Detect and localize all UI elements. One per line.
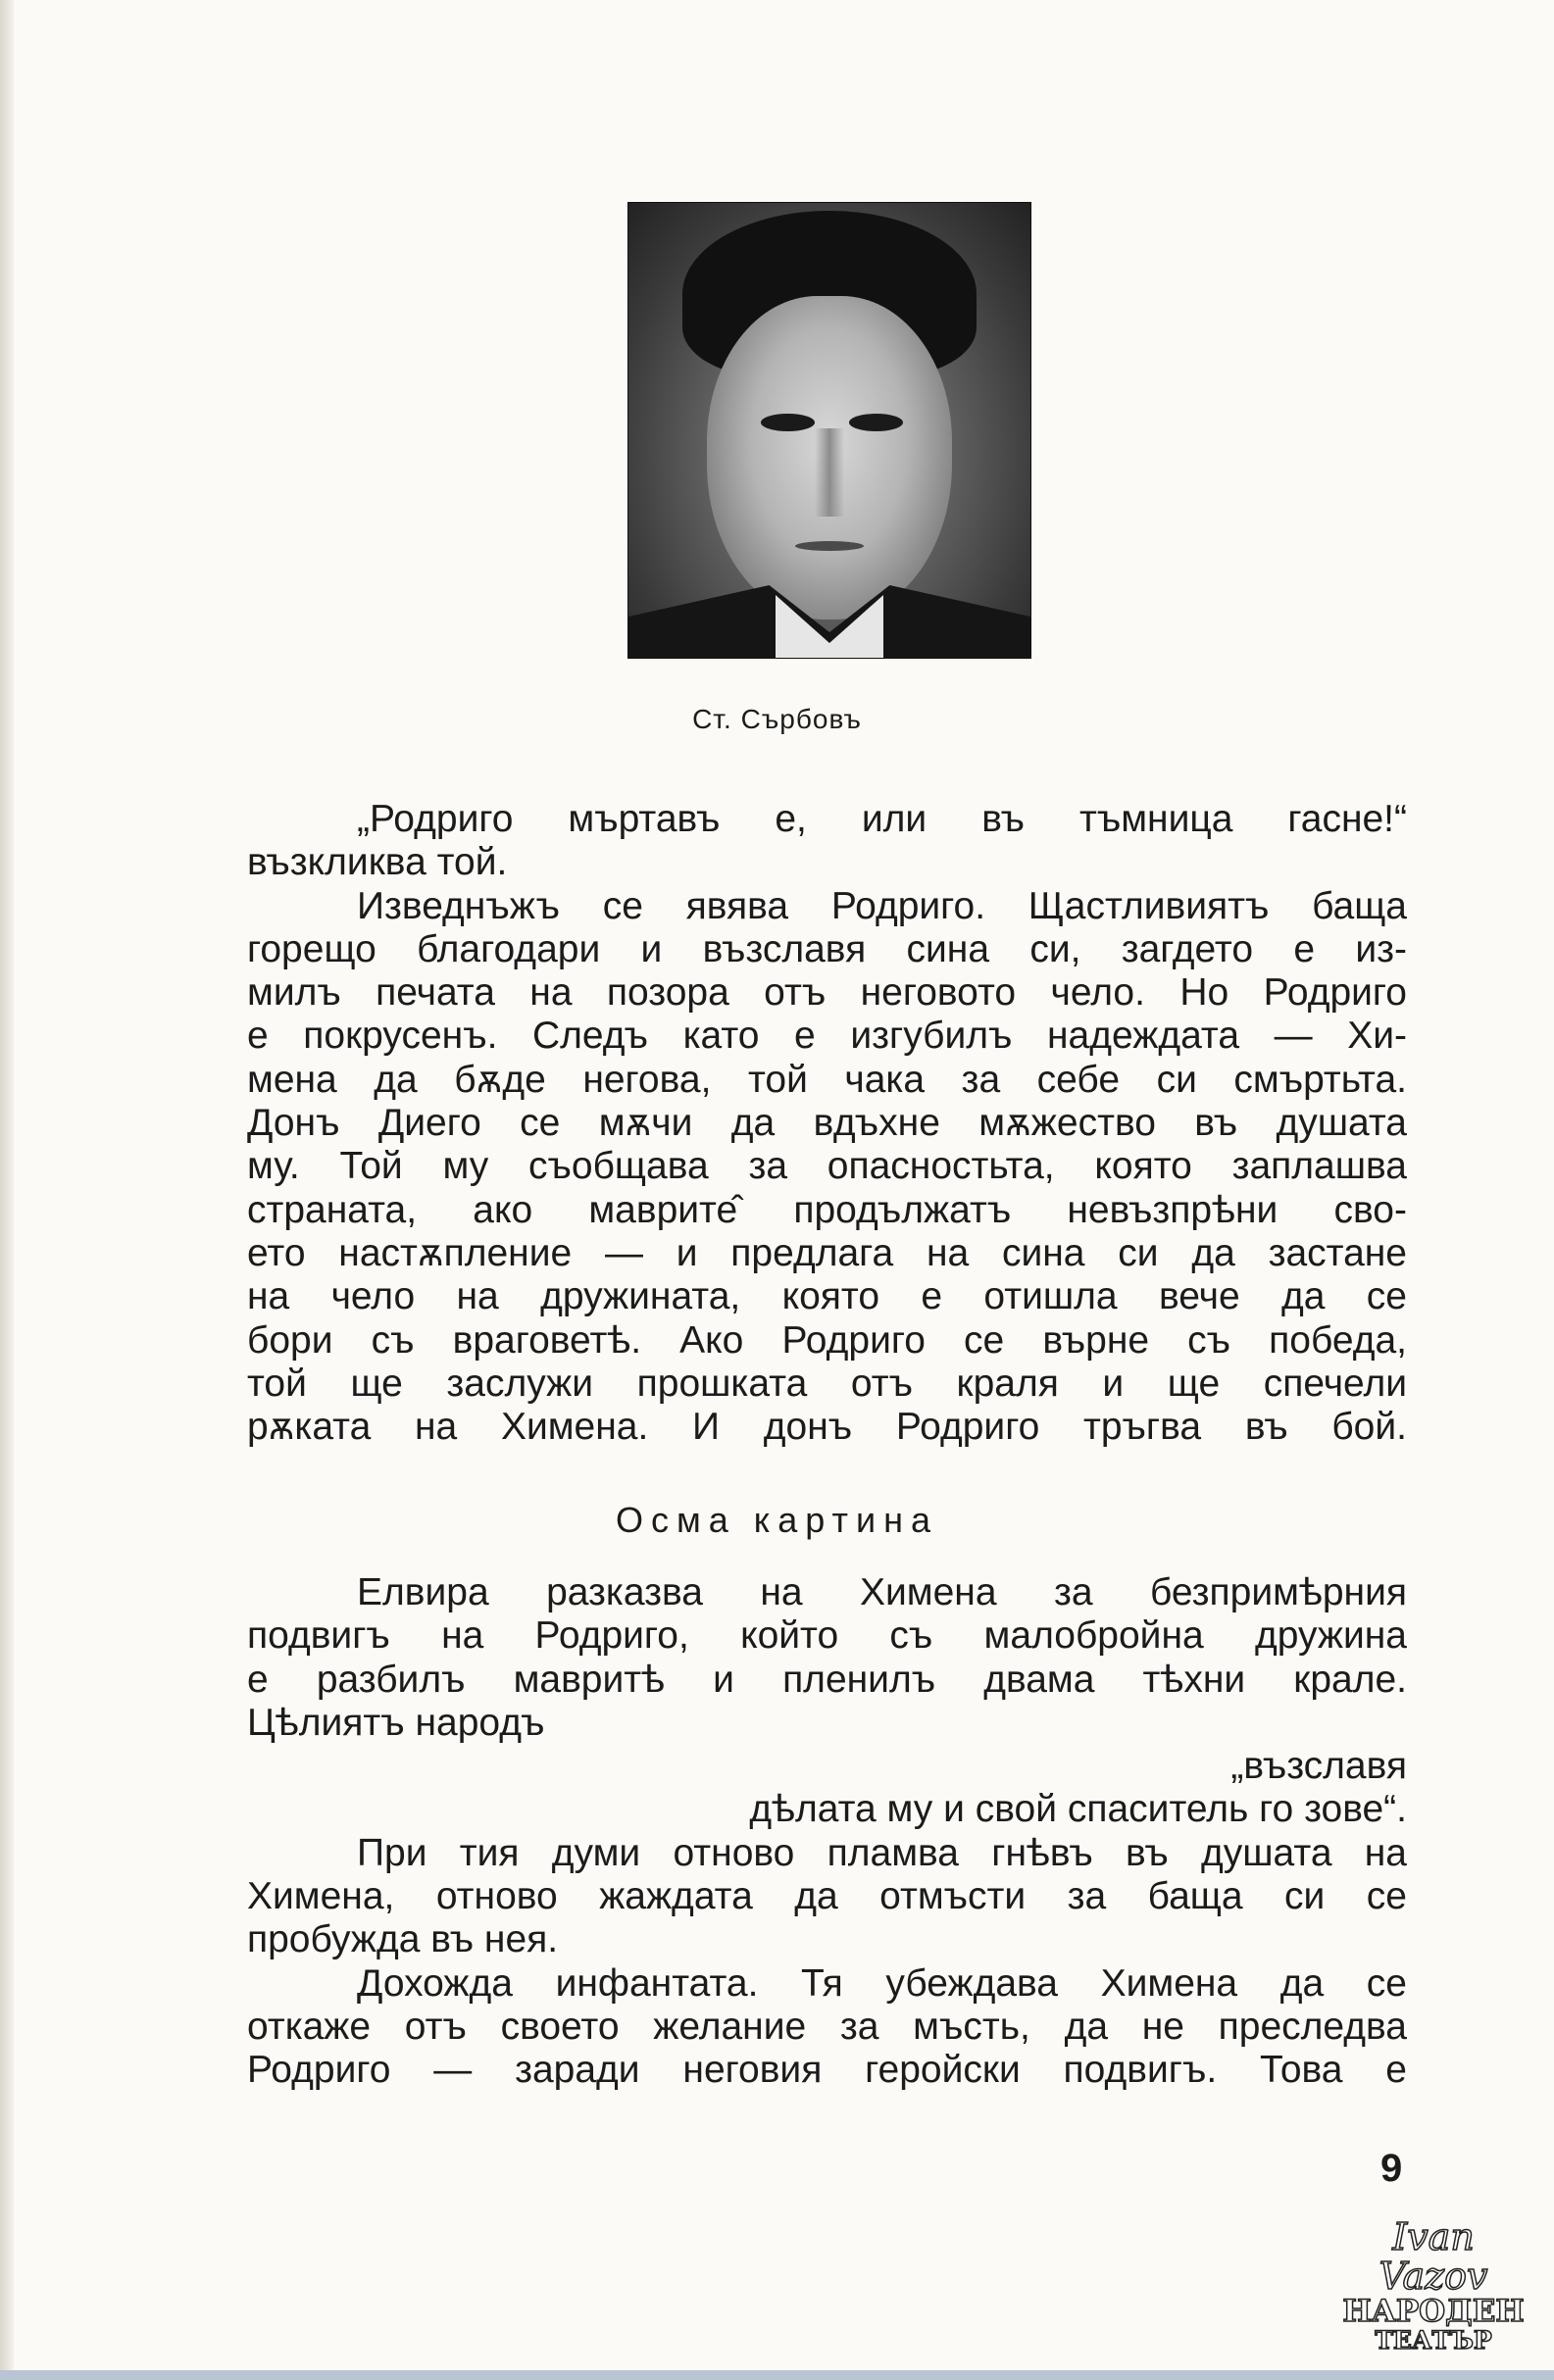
text-line: на чело на дружината, която е отишла вече да се — [247, 1275, 1407, 1318]
text-line: Дохожда инфантата. Тя убеждава Химена да се — [357, 1961, 1407, 2005]
page-number: 9 — [1380, 2147, 1403, 2190]
text-line: откаже отъ своето желание за мъсть, да не преследва — [247, 2005, 1407, 2048]
text-line: е покрусенъ. Следъ като е изгубилъ надеждата — Хи- — [247, 1015, 1407, 1058]
logo-signature: Ivan Vazov — [1379, 2215, 1488, 2298]
scan-edge — [0, 2370, 1554, 2380]
text-line: Изведнъжъ се явява Родриго. Щастливиятъ баща — [357, 884, 1407, 927]
text-line: мена да бѫде негова, той чака за себе си смъртьта. — [247, 1058, 1407, 1101]
text-line: бори съ враговетѣ. Ако Родриго се върне съ победа, — [247, 1318, 1407, 1362]
portrait-photo — [627, 202, 1031, 659]
text-line: му. Той му съобщава за опасностьта, която заплашва — [247, 1145, 1407, 1188]
text-line: „Родриго мъртавъ е, или въ тъмница гасне!“ — [357, 798, 1407, 840]
text-line: той ще заслужи прошката отъ краля и ще спечели — [247, 1362, 1407, 1405]
text-line: При тия думи отново пламва гнѣвъ въ душата на — [357, 1831, 1407, 1874]
text-line: възкликва той. — [247, 841, 508, 884]
section-heading: Осма картина — [615, 1500, 939, 1540]
text-line: Родриго — заради неговия геройски подвигъ. Това е — [247, 2049, 1407, 2092]
text-line: Цѣлиятъ народъ — [247, 1701, 545, 1744]
national-theatre-logo — [1335, 2217, 1531, 2355]
logo-line-1: НАРОДЕН — [1342, 2294, 1525, 2329]
section-1-text — [247, 798, 1407, 1449]
section-2-text — [247, 1571, 1407, 2093]
page-edge — [0, 0, 14, 2380]
text-line: страната, ако маврите̂ продължатъ невъзпрѣни сво- — [247, 1188, 1407, 1231]
photo-caption: Ст. Сърбовъ — [692, 704, 862, 734]
text-line: рѫката на Химена. И донъ Родриго тръгва въ бой. — [247, 1406, 1407, 1449]
logo-line-2: ТЕАТЪР — [1375, 2326, 1492, 2355]
text-line: Химена, отново жаждата да отмъсти за баща си се — [247, 1875, 1407, 1918]
quote-line: „възславя — [1230, 1745, 1407, 1788]
text-line: милъ печата на позора отъ неговото чело. Но Родриго — [247, 971, 1407, 1015]
text-line: Донъ Диего се мѫчи да вдъхне мѫжество въ душата — [247, 1102, 1407, 1145]
text-line: подвигъ на Родриго, който съ малобройна дружина — [247, 1614, 1407, 1658]
text-line: е разбилъ мавритѣ и пленилъ двама тѣхни крале. — [247, 1658, 1407, 1701]
quote-line: дѣлата му и свой спаситель го зове“. — [749, 1788, 1407, 1831]
text-line: горещо благодари и възславя сина си, загдето е из- — [247, 927, 1407, 970]
text-line: пробужда въ нея. — [247, 1918, 559, 1961]
text-line: Елвира разказва на Химена за безпримѣрния — [357, 1571, 1407, 1613]
text-line: ето настѫпление — и предлага на сина си да застане — [247, 1231, 1407, 1274]
